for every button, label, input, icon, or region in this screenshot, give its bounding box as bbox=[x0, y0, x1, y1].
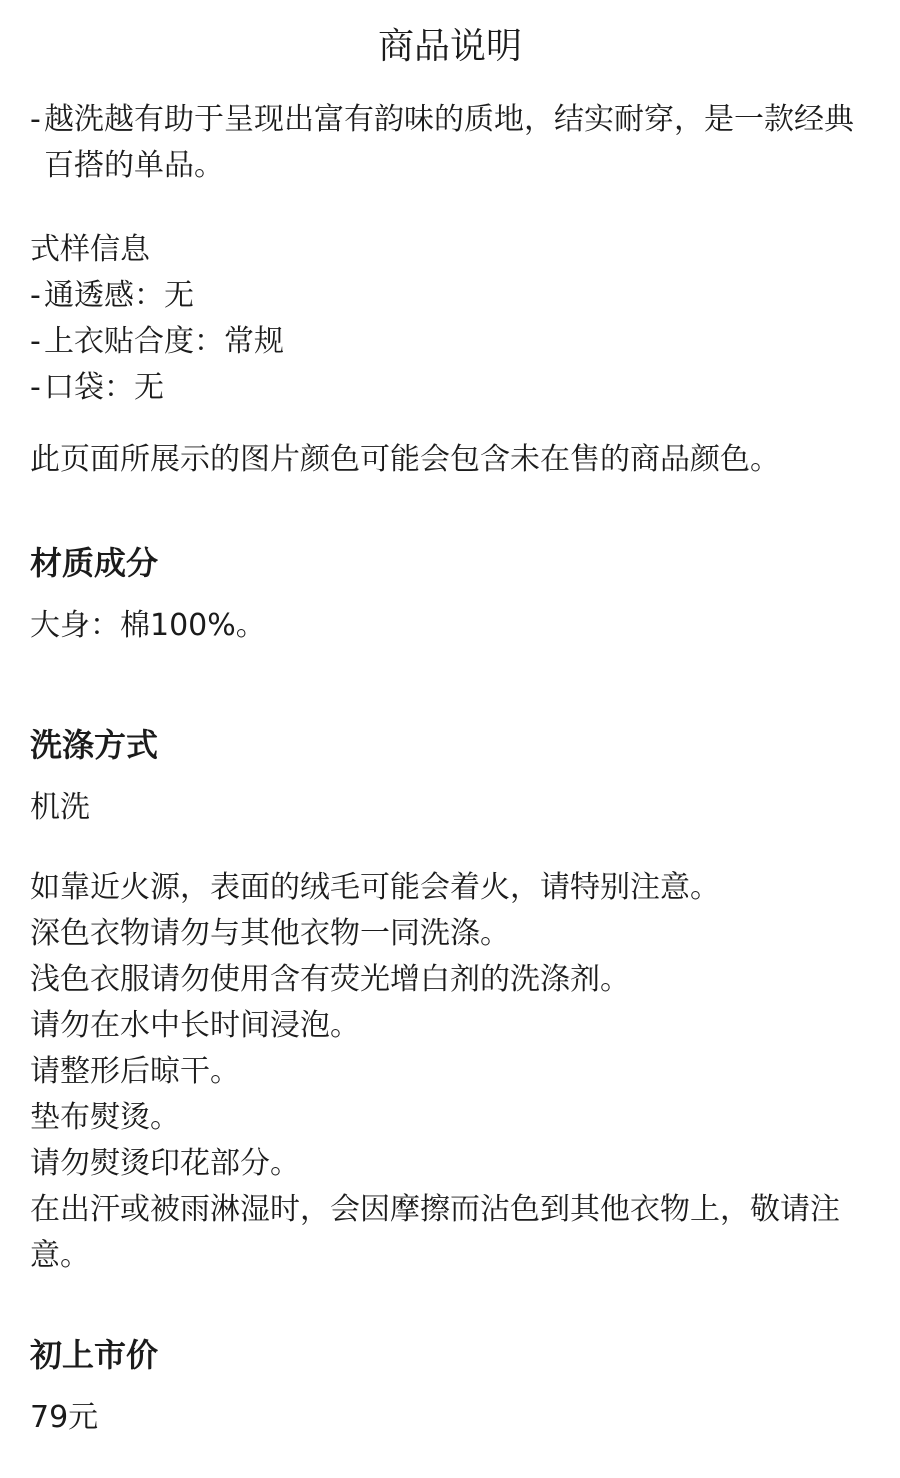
washing-note: 请整形后晾干。 bbox=[30, 1054, 240, 1089]
description-intro bbox=[30, 97, 870, 189]
price-heading: 初上市价 bbox=[30, 1336, 159, 1374]
dash-marker: - bbox=[30, 278, 41, 313]
dash-marker: - bbox=[30, 102, 41, 137]
style-info-item bbox=[30, 319, 870, 365]
material-heading: 材质成分 bbox=[30, 544, 159, 582]
dash-marker: - bbox=[30, 370, 41, 405]
washing-note: 请勿熨烫印花部分。 bbox=[30, 1146, 300, 1181]
washing-note: 垫布熨烫。 bbox=[30, 1100, 180, 1135]
style-info-item-text: 上衣贴合度：常规 bbox=[44, 324, 284, 359]
washing-method: 机洗 bbox=[30, 790, 90, 825]
style-info-heading: 式样信息 bbox=[30, 232, 150, 267]
style-info-item-text: 通透感：无 bbox=[44, 278, 194, 313]
page-title: 商品说明 bbox=[377, 26, 522, 67]
price-section bbox=[30, 1335, 870, 1441]
description-intro-text: 越洗越有助于呈现出富有韵味的质地，结实耐穿，是一款经典百搭的单品。 bbox=[44, 102, 854, 183]
style-info-item bbox=[30, 273, 870, 319]
price-value: 79元 bbox=[30, 1400, 99, 1435]
dash-marker: - bbox=[30, 324, 41, 359]
washing-section bbox=[30, 725, 870, 1279]
style-info-item bbox=[30, 365, 870, 411]
style-info-item-text: 口袋：无 bbox=[44, 370, 164, 405]
washing-heading: 洗涤方式 bbox=[30, 726, 159, 764]
washing-note: 浅色衣服请勿使用含有荧光增白剂的洗涤剂。 bbox=[30, 962, 630, 997]
washing-note: 请勿在水中长时间浸泡。 bbox=[30, 1008, 360, 1043]
material-text: 大身：棉100%。 bbox=[30, 608, 266, 643]
color-disclaimer: 此页面所展示的图片颜色可能会包含未在售的商品颜色。 bbox=[30, 442, 780, 477]
washing-note: 深色衣物请勿与其他衣物一同洗涤。 bbox=[30, 916, 510, 951]
washing-note: 在出汗或被雨淋湿时，会因摩擦而沾色到其他衣物上，敬请注意。 bbox=[30, 1192, 840, 1273]
material-section bbox=[30, 543, 870, 649]
washing-note: 如靠近火源，表面的绒毛可能会着火，请特别注意。 bbox=[30, 870, 720, 905]
style-info-section bbox=[30, 227, 870, 411]
